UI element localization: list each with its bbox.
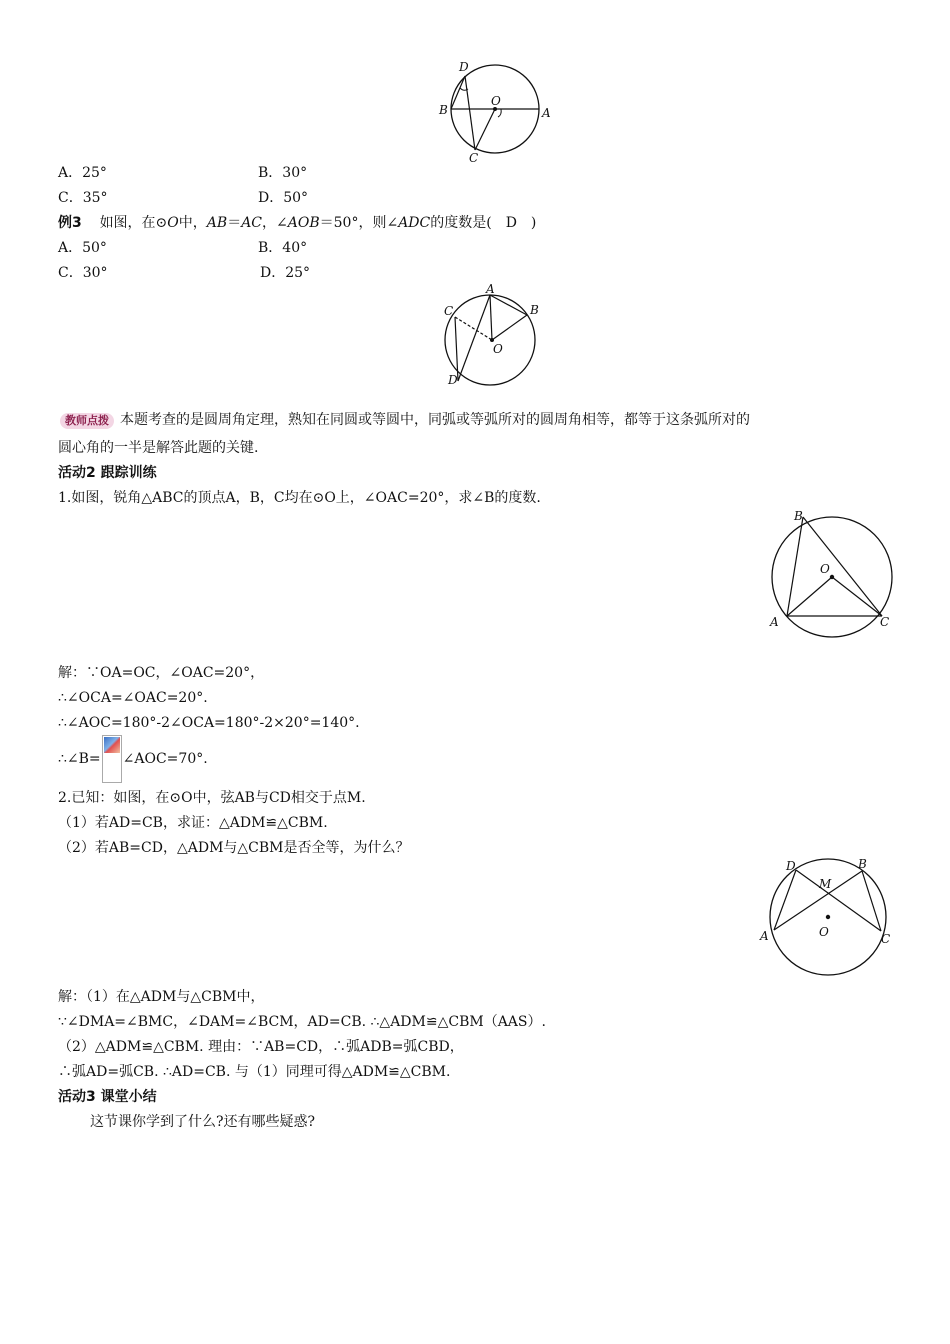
ex3-option-b: B．40°	[258, 240, 308, 256]
label-D: D	[786, 859, 796, 873]
label-A: A	[542, 106, 551, 120]
figure-circle-dbac	[430, 55, 560, 170]
label-A: A	[760, 929, 769, 943]
label-C: C	[881, 932, 891, 946]
ex3-option-c: C．30°	[58, 265, 108, 281]
teacher-tip-badge: 教师点拨	[60, 413, 114, 429]
fraction-image-icon	[102, 735, 122, 783]
option-a: A．25°	[58, 165, 107, 181]
label-O: O	[491, 94, 501, 108]
label-B: B	[858, 857, 867, 871]
solution2-line1: 解：（1）在△ADM与△CBM中，	[58, 989, 265, 1005]
figure-circle-cabod	[430, 280, 550, 390]
ex3-option-d: D．25°	[260, 265, 311, 281]
label-B: B	[530, 303, 539, 317]
solution2-line2: ∵∠DMA=∠BMC，∠DAM=∠BCM，AD=CB. ∴△ADM≌△CBM（AAS）.	[58, 1014, 546, 1030]
label-D: D	[448, 373, 458, 387]
problem-2: 2.已知：如图，在⊙O中，弦AB与CD相交于点M.	[58, 790, 366, 806]
activity3-text: 这节课你学到了什么?还有哪些疑惑?	[90, 1114, 316, 1130]
label-O: O	[819, 925, 829, 939]
label-D: D	[459, 60, 469, 74]
figure-triangle-abc	[760, 503, 900, 638]
activity3-title: 活动3 课堂小结	[58, 1089, 157, 1105]
solution1-line3: ∴∠AOC=180°-2∠OCA=180°-2×20°=140°.	[58, 715, 360, 731]
label-C: C	[880, 615, 890, 629]
label-A: A	[770, 615, 779, 629]
label-C: C	[444, 304, 454, 318]
label-O: O	[820, 562, 830, 576]
option-d: D．50°	[258, 190, 309, 206]
ex3-option-a: A．50°	[58, 240, 107, 256]
figure-chords-ab-cd	[755, 850, 905, 980]
option-c: C．35°	[58, 190, 108, 206]
solution2-line4: ∴弧AD=弧CB. ∴AD=CB. 与（1）同理可得△ADM≌△CBM.	[58, 1064, 451, 1080]
example-label: 例3	[58, 215, 82, 231]
teacher-tip-line2: 圆心角的一半是解答此题的关键.	[58, 440, 259, 456]
solution2-line3: （2）△ADM≌△CBM. 理由：∵AB=CD，∴弧ADB=弧CBD，	[58, 1039, 464, 1055]
problem-2-part2: （2）若AB=CD，△ADM与△CBM是否全等，为什么？	[58, 840, 410, 856]
solution1-line1: 解：∵OA=OC，∠OAC=20°，	[58, 665, 265, 681]
solution1-line4: ∴∠B= ∠AOC=70°.	[58, 735, 208, 783]
example-3-question: 例3 如图，在⊙O中，AB＝AC，∠AOB＝50°，则∠ADC的度数是( D )	[58, 215, 537, 231]
problem-2-part1: （1）若AD=CB，求证：△ADM≌△CBM.	[58, 815, 328, 831]
label-M: M	[819, 877, 832, 891]
teacher-tip-line1: 教师点拨 本题考查的是圆周角定理，熟知在同圆或等圆中，同弧或等弧所对的圆周角相等，都等于这条弧所对的	[60, 410, 750, 430]
label-B: B	[439, 103, 448, 117]
solution1-line2: ∴∠OCA=∠OAC=20°.	[58, 690, 208, 706]
label-A: A	[486, 282, 495, 296]
problem-1: 1.如图，锐角△ABC的顶点A，B，C均在⊙O上，∠OAC=20°，求∠B的度数.	[58, 490, 541, 506]
option-b: B．30°	[258, 165, 308, 181]
activity2-title: 活动2 跟踪训练	[58, 465, 157, 481]
label-O: O	[493, 342, 503, 356]
label-C: C	[469, 151, 479, 165]
label-B: B	[794, 509, 803, 523]
